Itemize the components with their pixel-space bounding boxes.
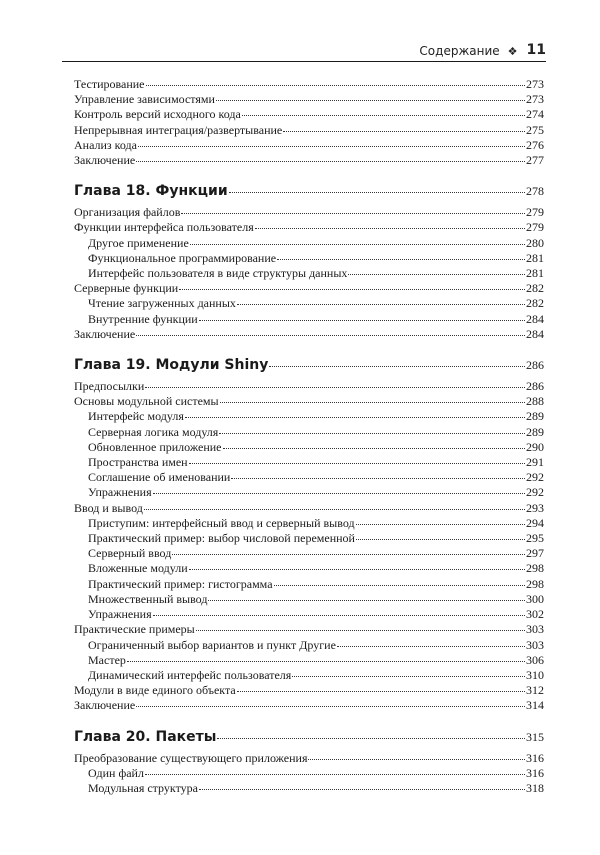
toc-entry-title: Функции интерфейса пользователя (74, 220, 254, 235)
toc-section-entry[interactable] (74, 394, 544, 409)
toc-entry-page: 316 (526, 765, 544, 780)
toc-entry-page: 282 (526, 281, 544, 296)
dot-leader (223, 448, 526, 449)
toc-chapter-entry[interactable] (74, 728, 544, 746)
toc-subsection-entry[interactable] (74, 577, 544, 592)
dot-leader (185, 417, 525, 418)
toc-section-entry[interactable] (74, 138, 544, 153)
toc-entry-page: 289 (526, 409, 544, 424)
toc-entry-title: Серверная логика модуля (88, 424, 219, 439)
dot-leader (219, 433, 525, 434)
table-of-contents (74, 77, 544, 796)
dot-leader (181, 213, 525, 214)
toc-section-entry[interactable] (74, 281, 544, 296)
toc-subsection-entry[interactable] (74, 455, 544, 470)
toc-subsection-entry[interactable] (74, 592, 544, 607)
dot-leader (199, 789, 525, 790)
dot-leader (153, 615, 525, 616)
toc-entry-page: 291 (526, 455, 544, 470)
dot-leader (190, 244, 525, 245)
toc-entry-title: Глава 20. Пакеты (74, 728, 217, 745)
toc-entry-page: 292 (526, 485, 544, 500)
dot-leader (145, 774, 525, 775)
toc-entry-page: 306 (526, 652, 544, 667)
dot-leader (189, 463, 525, 464)
dot-leader (208, 600, 525, 601)
toc-entry-title: Приступим: интерфейсный ввод и серверный вывод (88, 515, 355, 530)
dot-leader (138, 146, 525, 147)
toc-section-entry[interactable] (74, 77, 544, 92)
toc-entry-page: 275 (526, 122, 544, 137)
toc-section-entry[interactable] (74, 327, 544, 342)
toc-entry-title: Обновленное приложение (88, 439, 222, 454)
toc-entry-page: 303 (526, 622, 544, 637)
toc-entry-title: Внутренние функции (88, 311, 198, 326)
dot-leader (356, 539, 525, 540)
dot-leader (237, 304, 525, 305)
toc-entry-title: Практический пример: гистограмма (88, 576, 273, 591)
toc-entry-title: Другое применение (88, 235, 189, 250)
toc-subsection-entry[interactable] (74, 781, 544, 796)
ornament-icon: ❖ (507, 45, 518, 58)
toc-entry-title: Практический пример: выбор числовой переменной (88, 531, 355, 546)
toc-subsection-entry[interactable] (74, 607, 544, 622)
toc-section-entry[interactable] (74, 698, 544, 713)
toc-entry-title: Функциональное программирование (88, 250, 277, 265)
toc-entry-page: 293 (526, 500, 544, 515)
dot-leader (237, 691, 525, 692)
dot-leader (199, 320, 525, 321)
toc-subsection-entry[interactable] (74, 766, 544, 781)
dot-leader (242, 115, 525, 116)
toc-entry-title: Мастер (88, 652, 126, 667)
toc-section-entry[interactable] (74, 622, 544, 637)
toc-entry-page: 303 (526, 637, 544, 652)
dot-leader (179, 289, 525, 290)
toc-entry-page: 294 (526, 515, 544, 530)
toc-entry-page: 290 (526, 439, 544, 454)
toc-entry-page: 284 (526, 311, 544, 326)
toc-section-entry[interactable] (74, 379, 544, 394)
toc-entry-page: 318 (526, 780, 544, 795)
toc-entry-page: 292 (526, 470, 544, 485)
running-header-title: Содержание (419, 44, 500, 58)
toc-entry-page: 280 (526, 235, 544, 250)
toc-entry-page: 281 (526, 266, 544, 281)
toc-entry-page: 315 (526, 729, 544, 744)
toc-entry-page: 300 (526, 591, 544, 606)
toc-entry-page: 282 (526, 296, 544, 311)
dot-leader (136, 335, 525, 336)
toc-section-entry[interactable] (74, 501, 544, 516)
dot-leader (292, 676, 525, 677)
toc-subsection-entry[interactable] (74, 531, 544, 546)
toc-entry-title: Пространства имен (88, 455, 188, 470)
toc-entry-title: Серверный ввод (88, 546, 172, 561)
toc-entry-page: 298 (526, 561, 544, 576)
toc-subsection-entry[interactable] (74, 409, 544, 424)
dot-leader (308, 759, 525, 760)
dot-leader (220, 402, 525, 403)
toc-subsection-entry[interactable] (74, 485, 544, 500)
dot-leader (216, 100, 525, 101)
toc-entry-page: 302 (526, 607, 544, 622)
dot-leader (283, 131, 525, 132)
dot-leader (189, 569, 525, 570)
toc-chapter-entry[interactable] (74, 182, 544, 200)
toc-entry-title: Непрерывная интеграция/развертывание (74, 122, 283, 137)
dot-leader (274, 585, 525, 586)
toc-entry-title: Контроль версий исходного кода (74, 107, 241, 122)
toc-entry-title: Организация файлов (74, 205, 181, 220)
toc-entry-page: 286 (526, 358, 544, 373)
toc-entry-page: 284 (526, 326, 544, 341)
toc-entry-page: 288 (526, 394, 544, 409)
toc-entry-page: 316 (526, 750, 544, 765)
toc-section-entry[interactable] (74, 123, 544, 138)
dot-leader (217, 738, 525, 739)
toc-entry-title: Чтение загруженных данных (88, 296, 236, 311)
toc-entry-page: 286 (526, 379, 544, 394)
dot-leader (145, 387, 525, 388)
toc-subsection-entry[interactable] (74, 546, 544, 561)
toc-entry-page: 298 (526, 576, 544, 591)
dot-leader (144, 509, 525, 510)
toc-subsection-entry[interactable] (74, 668, 544, 683)
toc-entry-title: Один файл (88, 765, 144, 780)
toc-entry-title: Модули в виде единого объекта (74, 683, 236, 698)
toc-entry-title: Соглашение об именовании (88, 470, 231, 485)
toc-entry-page: 281 (526, 250, 544, 265)
dot-leader (153, 493, 525, 494)
running-header (62, 40, 546, 62)
toc-entry-title: Основы модульной системы (74, 394, 219, 409)
toc-entry-title: Ввод и вывод (74, 500, 143, 515)
toc-entry-title: Множественный вывод (88, 591, 208, 606)
toc-entry-page: 297 (526, 546, 544, 561)
toc-subsection-entry[interactable] (74, 296, 544, 311)
toc-entry-page: 273 (526, 77, 544, 91)
toc-section-entry[interactable] (74, 751, 544, 766)
dot-leader (136, 706, 525, 707)
dot-leader (348, 274, 525, 275)
toc-chapter-entry[interactable] (74, 356, 544, 374)
toc-subsection-entry[interactable] (74, 653, 544, 668)
toc-entry-page: 274 (526, 107, 544, 122)
toc-entry-title: Заключение (74, 326, 136, 341)
toc-subsection-entry[interactable] (74, 425, 544, 440)
toc-subsection-entry[interactable] (74, 516, 544, 531)
toc-entry-page: 278 (526, 184, 544, 199)
toc-subsection-entry[interactable] (74, 470, 544, 485)
toc-subsection-entry[interactable] (74, 638, 544, 653)
toc-entry-title: Преобразование существующего приложения (74, 750, 308, 765)
dot-leader (356, 524, 525, 525)
toc-entry-title: Серверные функции (74, 281, 179, 296)
toc-entry-title: Предпосылки (74, 379, 145, 394)
toc-entry-title: Ограниченный выбор вариантов и пункт Другие (88, 637, 336, 652)
toc-entry-title: Упражнения (88, 607, 152, 622)
toc-entry-title: Управление зависимостями (74, 92, 215, 107)
toc-subsection-entry[interactable] (74, 251, 544, 266)
toc-entry-title: Модульная структура (88, 780, 198, 795)
toc-section-entry[interactable] (74, 683, 544, 698)
toc-entry-title: Интерфейс модуля (88, 409, 184, 424)
toc-entry-page: 310 (526, 667, 544, 682)
toc-entry-page: 279 (526, 220, 544, 235)
toc-subsection-entry[interactable] (74, 561, 544, 576)
toc-entry-page: 277 (526, 153, 544, 168)
toc-entry-page: 314 (526, 698, 544, 713)
toc-subsection-entry[interactable] (74, 236, 544, 251)
toc-entry-page: 276 (526, 137, 544, 152)
dot-leader (231, 478, 525, 479)
toc-entry-title: Заключение (74, 698, 136, 713)
toc-entry-page: 312 (526, 683, 544, 698)
toc-entry-title: Практические примеры (74, 622, 195, 637)
dot-leader (337, 646, 525, 647)
dot-leader (146, 85, 526, 86)
toc-section-entry[interactable] (74, 220, 544, 235)
dot-leader (127, 661, 525, 662)
toc-entry-title: Динамический интерфейс пользователя (88, 667, 292, 682)
toc-subsection-entry[interactable] (74, 312, 544, 327)
toc-entry-title: Вложенные модули (88, 561, 188, 576)
toc-entry-title: Заключение (74, 153, 136, 168)
toc-section-entry[interactable] (74, 153, 544, 168)
dot-leader (136, 161, 525, 162)
toc-entry-page: 273 (526, 92, 544, 107)
toc-entry-page: 289 (526, 424, 544, 439)
dot-leader (277, 259, 525, 260)
toc-entry-title: Упражнения (88, 485, 152, 500)
toc-entry-page: 279 (526, 205, 544, 220)
toc-subsection-entry[interactable] (74, 266, 544, 281)
toc-entry-title: Анализ кода (74, 137, 137, 152)
toc-section-entry[interactable] (74, 92, 544, 107)
toc-entry-title: Глава 19. Модули Shiny (74, 357, 269, 374)
toc-entry-title: Глава 18. Функции (74, 183, 228, 200)
dot-leader (269, 366, 525, 367)
toc-entry-title: Тестирование (74, 77, 145, 91)
page-number: 11 (526, 42, 546, 58)
toc-subsection-entry[interactable] (74, 440, 544, 455)
dot-leader (172, 554, 525, 555)
toc-section-entry[interactable] (74, 107, 544, 122)
dot-leader (196, 630, 525, 631)
toc-entry-title: Интерфейс пользователя в виде структуры данных (88, 266, 348, 281)
toc-entry-page: 295 (526, 531, 544, 546)
dot-leader (229, 192, 525, 193)
toc-section-entry[interactable] (74, 205, 544, 220)
dot-leader (255, 228, 525, 229)
